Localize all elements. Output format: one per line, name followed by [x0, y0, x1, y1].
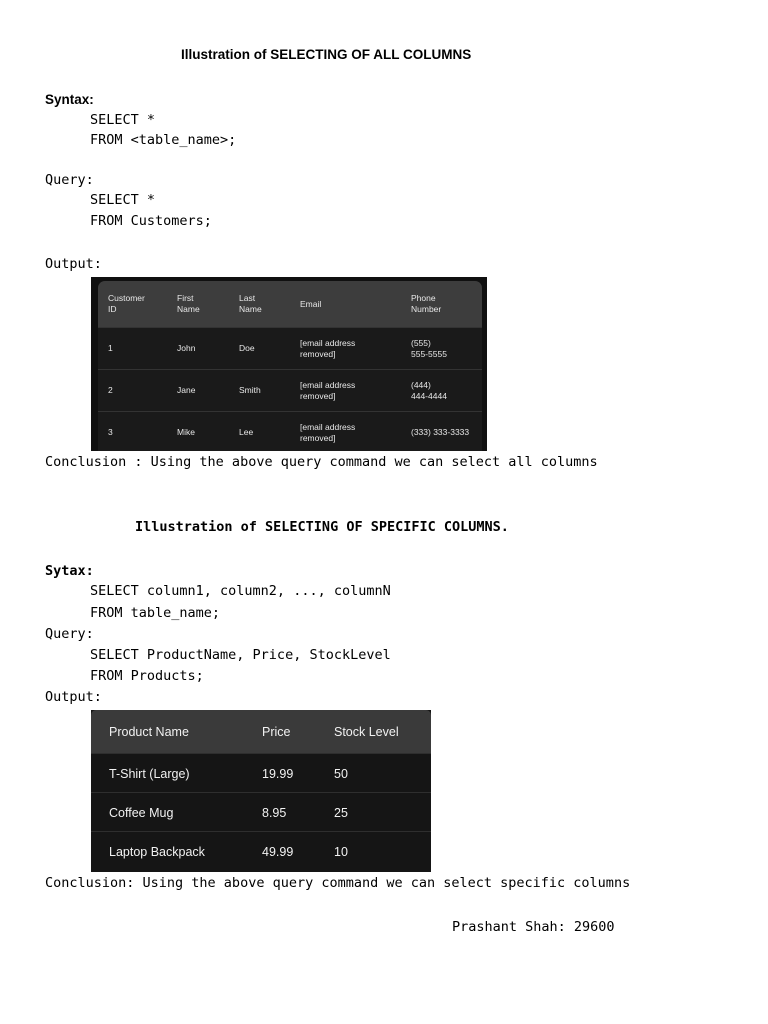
table-row	[98, 411, 482, 451]
customers-header-cell	[108, 281, 145, 327]
author-signature: Prashant Shah: 29600	[452, 919, 615, 935]
table-cell: Coffee Mug	[109, 805, 174, 820]
customers-table-header	[98, 281, 482, 327]
cell-text: (555)	[411, 337, 431, 348]
section1-syntax-line2: FROM <table_name>;	[90, 132, 237, 148]
cell-text: removed]	[300, 390, 336, 401]
cell-text: 2	[108, 385, 113, 395]
table-cell: T-Shirt (Large)	[109, 766, 190, 781]
section2-title: Illustration of SELECTING OF SPECIFIC COLUMNS.	[135, 519, 509, 535]
section1-query-line2: FROM Customers;	[90, 213, 212, 229]
table-cell	[177, 412, 195, 451]
header-text: Number	[411, 304, 442, 314]
cell-text: [email address	[300, 337, 356, 348]
table-cell	[177, 370, 195, 411]
header-text: Name	[177, 304, 200, 314]
customers-header-cell	[177, 281, 200, 327]
section1-syntax-label: Syntax:	[45, 92, 94, 107]
table-row	[98, 327, 482, 369]
section2-output-label: Output:	[45, 689, 102, 705]
table-cell	[300, 412, 355, 451]
section2-syntax-line1: SELECT column1, column2, ..., columnN	[90, 583, 391, 599]
table-cell: 10	[334, 844, 348, 859]
cell-text: (444)	[411, 379, 431, 390]
header-text: ID	[108, 304, 117, 314]
cell-text: removed]	[300, 348, 336, 359]
table-cell	[108, 370, 113, 411]
cell-text: [email address	[300, 379, 356, 390]
section2-conclusion: Conclusion: Using the above query command we can select specific columns	[45, 875, 631, 891]
table-cell	[411, 328, 447, 369]
cell-text: Lee	[239, 427, 254, 437]
table-row	[91, 831, 431, 871]
table-cell: 50	[334, 766, 348, 781]
header-text: Phone	[411, 293, 436, 303]
table-cell	[239, 328, 255, 369]
products-header-cell: Product Name	[109, 724, 189, 739]
cell-text: removed]	[300, 432, 336, 443]
table-row	[91, 753, 431, 793]
section2-syntax-label: Sytax:	[45, 563, 94, 579]
cell-text: 1	[108, 343, 113, 353]
table-cell	[239, 370, 261, 411]
table-cell: 25	[334, 805, 348, 820]
cell-text: 3	[108, 427, 113, 437]
section1-conclusion: Conclusion : Using the above query command we can select all columns	[45, 454, 598, 470]
table-cell	[300, 328, 355, 369]
section1-query-line1: SELECT *	[90, 192, 156, 208]
products-header-cell: Price	[262, 724, 291, 739]
table-cell	[239, 412, 253, 451]
table-cell: Laptop Backpack	[109, 844, 205, 859]
section1-output-label: Output:	[45, 256, 102, 272]
table-cell	[300, 370, 355, 411]
cell-text: [email address	[300, 421, 356, 432]
table-row	[98, 369, 482, 411]
table-cell: 49.99	[262, 844, 294, 859]
table-row	[91, 792, 431, 832]
section1-title: Illustration of SELECTING OF ALL COLUMNS	[181, 47, 472, 62]
header-text: Email	[300, 298, 322, 309]
products-table-header	[91, 710, 431, 753]
cell-text: Mike	[177, 427, 195, 437]
customers-header-cell	[411, 281, 441, 327]
header-text: Name	[239, 304, 262, 314]
section2-query-line2: FROM Products;	[90, 668, 204, 684]
header-text: Last	[239, 293, 256, 303]
section1-syntax-line1: SELECT *	[90, 112, 156, 128]
products-header-cell: Stock Level	[334, 724, 399, 739]
section2-syntax-line2: FROM table_name;	[90, 605, 221, 621]
header-text: Customer	[108, 293, 145, 303]
table-cell	[177, 328, 195, 369]
section1-query-label: Query:	[45, 172, 94, 188]
customers-table	[91, 277, 487, 451]
cell-text: Doe	[239, 343, 255, 353]
cell-text: Jane	[177, 385, 196, 395]
products-table	[91, 710, 431, 872]
section2-query-label: Query:	[45, 626, 94, 642]
cell-text: 444-4444	[411, 390, 447, 401]
table-cell	[108, 412, 113, 451]
cell-text: John	[177, 343, 196, 353]
header-text: First	[177, 293, 194, 303]
table-cell	[411, 370, 447, 411]
table-cell	[108, 328, 113, 369]
cell-text: Smith	[239, 385, 261, 395]
customers-header-cell	[300, 281, 321, 327]
cell-text: 555-5555	[411, 348, 447, 359]
customers-header-cell	[239, 281, 262, 327]
table-cell: 19.99	[262, 766, 294, 781]
table-cell: 8.95	[262, 805, 287, 820]
table-cell	[411, 412, 469, 451]
section2-query-line1: SELECT ProductName, Price, StockLevel	[90, 647, 391, 663]
cell-text: (333) 333-3333	[411, 427, 470, 437]
